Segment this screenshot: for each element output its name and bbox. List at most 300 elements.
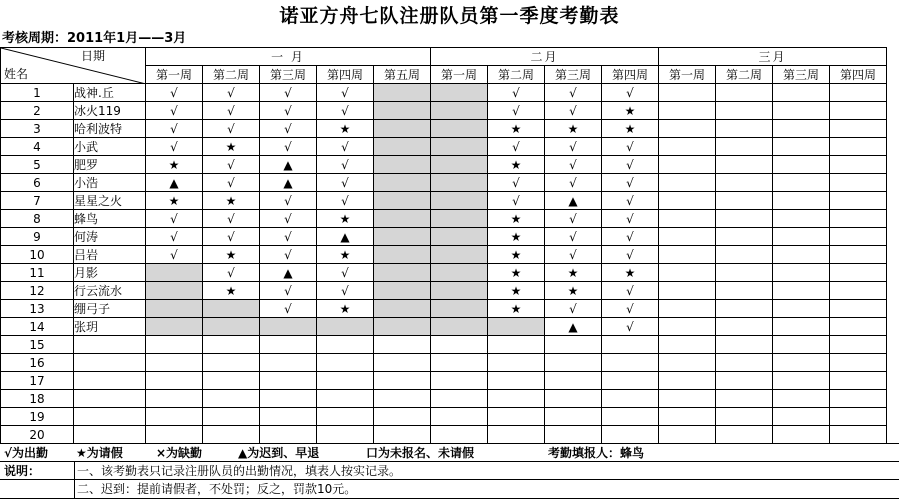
attendance-cell [716,336,773,354]
member-name: 哈利波特 [74,120,146,138]
attendance-cell [773,174,830,192]
attendance-cell: √ [260,120,317,138]
attendance-cell: √ [260,282,317,300]
attendance-cell [374,426,431,444]
attendance-cell [545,408,602,426]
attendance-cell [716,156,773,174]
attendance-cell [260,390,317,408]
member-name [74,354,146,372]
attendance-cell [830,138,887,156]
date-header-label: 日期 [80,49,105,63]
inactive-cell [431,174,488,192]
attendance-cell: √ [317,156,374,174]
attendance-cell: ▲ [317,228,374,246]
week-header-mar-3: 第三周 [773,66,830,84]
inactive-cell [431,84,488,102]
attendance-cell [659,156,716,174]
attendance-cell: √ [317,282,374,300]
attendance-cell [545,390,602,408]
attendance-cell [773,426,830,444]
table-row [1,408,887,426]
inactive-cell [374,318,431,336]
attendance-cell [146,408,203,426]
attendance-cell [659,246,716,264]
attendance-cell [488,426,545,444]
inactive-cell [374,246,431,264]
attendance-cell: ★ [317,246,374,264]
row-number: 18 [1,390,74,408]
attendance-cell [374,336,431,354]
table-row [1,102,887,120]
attendance-cell: √ [203,174,260,192]
table-row [1,300,887,318]
table-row [1,174,887,192]
attendance-cell: √ [317,102,374,120]
row-number: 8 [1,210,74,228]
attendance-cell [659,390,716,408]
attendance-cell [716,246,773,264]
attendance-cell [602,390,659,408]
attendance-cell: √ [146,210,203,228]
attendance-cell: √ [260,300,317,318]
attendance-cell: √ [203,102,260,120]
attendance-cell: √ [146,84,203,102]
attendance-cell [431,426,488,444]
attendance-cell [374,408,431,426]
attendance-cell: √ [146,246,203,264]
attendance-cell [659,138,716,156]
attendance-cell [203,372,260,390]
inactive-cell [374,102,431,120]
attendance-cell: ★ [317,120,374,138]
attendance-cell [602,426,659,444]
attendance-cell: √ [203,210,260,228]
attendance-cell: √ [545,300,602,318]
attendance-cell [773,282,830,300]
attendance-cell: √ [602,192,659,210]
attendance-cell: √ [317,138,374,156]
table-row [1,354,887,372]
inactive-cell [317,318,374,336]
attendance-cell: ★ [146,156,203,174]
attendance-cell: √ [545,228,602,246]
member-name: 小浩 [74,174,146,192]
row-number: 2 [1,102,74,120]
attendance-cell [317,408,374,426]
row-number: 17 [1,372,74,390]
attendance-cell: ★ [488,282,545,300]
attendance-cell [659,354,716,372]
attendance-cell: ★ [203,282,260,300]
attendance-cell: ★ [602,264,659,282]
attendance-cell: ★ [203,246,260,264]
inactive-cell [488,318,545,336]
row-number: 11 [1,264,74,282]
attendance-cell: √ [545,156,602,174]
inactive-cell [431,246,488,264]
inactive-cell [374,84,431,102]
row-number: 7 [1,192,74,210]
attendance-cell: ▲ [260,174,317,192]
attendance-cell [602,408,659,426]
attendance-cell: √ [317,264,374,282]
attendance-cell: ★ [146,192,203,210]
week-header-feb-3: 第三周 [545,66,602,84]
attendance-cell: √ [260,228,317,246]
attendance-cell [830,102,887,120]
name-header-label: 姓名 [4,67,29,81]
table-row [1,318,887,336]
attendance-cell [716,354,773,372]
attendance-cell: √ [602,174,659,192]
attendance-cell [773,138,830,156]
member-name: 吕岩 [74,246,146,264]
attendance-cell: √ [602,282,659,300]
attendance-cell [374,372,431,390]
header-corner [1,48,146,84]
attendance-cell [773,228,830,246]
inactive-cell [431,120,488,138]
table-row [1,426,887,444]
attendance-cell [716,174,773,192]
attendance-cell [659,102,716,120]
inactive-cell [431,318,488,336]
member-name: 战神.丘 [74,84,146,102]
inactive-cell [431,264,488,282]
attendance-cell [830,210,887,228]
attendance-cell [773,246,830,264]
attendance-cell [716,228,773,246]
attendance-cell: √ [545,210,602,228]
attendance-cell [716,390,773,408]
attendance-cell [146,354,203,372]
week-header-jan-3: 第三周 [260,66,317,84]
attendance-cell [659,174,716,192]
attendance-cell [317,354,374,372]
attendance-cell [830,84,887,102]
month-header-jan: 一 月 [146,48,431,66]
member-name [74,372,146,390]
attendance-cell [773,354,830,372]
row-number: 6 [1,174,74,192]
attendance-cell [659,408,716,426]
week-header-feb-1: 第一周 [431,66,488,84]
attendance-cell [602,372,659,390]
attendance-cell [830,174,887,192]
attendance-cell [659,300,716,318]
legend-reporter: 考勤填报人：蜂鸟 [548,446,645,460]
attendance-cell [488,390,545,408]
week-header-feb-4: 第四周 [602,66,659,84]
attendance-cell: ▲ [146,174,203,192]
legend-late: ▲为迟到、早退 [238,446,320,460]
inactive-cell [431,228,488,246]
attendance-cell: √ [602,300,659,318]
attendance-cell [260,426,317,444]
table-row [1,228,887,246]
attendance-cell: √ [146,120,203,138]
attendance-cell [374,354,431,372]
week-header-jan-5: 第五周 [374,66,431,84]
attendance-table [0,47,887,444]
review-period: 考核周期：2011年1月——3月 [2,31,187,46]
inactive-cell [374,300,431,318]
attendance-cell [488,336,545,354]
attendance-cell [773,84,830,102]
attendance-cell [830,390,887,408]
attendance-cell: √ [488,192,545,210]
attendance-cell: √ [488,138,545,156]
attendance-cell [716,192,773,210]
attendance-cell [716,84,773,102]
attendance-cell: ★ [488,300,545,318]
member-name: 绷弓子 [74,300,146,318]
table-row [1,84,887,102]
attendance-cell: ★ [488,156,545,174]
attendance-cell: √ [317,174,374,192]
legend-star: ★为请假 [76,446,123,460]
table-row [1,192,887,210]
attendance-cell: ▲ [545,192,602,210]
attendance-cell: √ [545,102,602,120]
member-name: 星星之火 [74,192,146,210]
attendance-cell [716,318,773,336]
attendance-cell [488,408,545,426]
inactive-cell [431,156,488,174]
attendance-cell: √ [203,228,260,246]
attendance-cell [431,408,488,426]
member-name: 冰火119 [74,102,146,120]
attendance-cell [716,426,773,444]
week-header-jan-1: 第一周 [146,66,203,84]
legend-check: √为出勤 [4,446,49,460]
table-row [1,336,887,354]
inactive-cell [146,282,203,300]
inactive-cell [203,318,260,336]
attendance-cell: √ [602,210,659,228]
attendance-cell [773,120,830,138]
attendance-cell: √ [488,102,545,120]
attendance-cell [773,210,830,228]
attendance-cell: ▲ [260,264,317,282]
legend-unregistered: 口为未报名、未请假 [366,446,475,460]
member-name [74,390,146,408]
legend-bar [0,443,899,462]
attendance-cell [773,336,830,354]
attendance-cell: √ [260,84,317,102]
attendance-cell [830,228,887,246]
row-number: 16 [1,354,74,372]
attendance-cell: √ [602,318,659,336]
member-name: 何涛 [74,228,146,246]
attendance-cell: ★ [545,120,602,138]
attendance-cell [773,372,830,390]
inactive-cell [374,192,431,210]
attendance-cell [488,354,545,372]
attendance-cell [659,84,716,102]
table-row [1,390,887,408]
attendance-cell [260,336,317,354]
attendance-cell [317,390,374,408]
row-number: 3 [1,120,74,138]
attendance-cell [773,318,830,336]
attendance-cell: √ [203,120,260,138]
attendance-cell: ★ [203,192,260,210]
attendance-cell [317,426,374,444]
attendance-cell: ★ [488,246,545,264]
inactive-cell [431,102,488,120]
attendance-cell [203,354,260,372]
attendance-cell: √ [260,102,317,120]
attendance-cell [830,336,887,354]
attendance-cell: √ [545,138,602,156]
attendance-cell [773,102,830,120]
inactive-cell [431,282,488,300]
member-name [74,426,146,444]
attendance-cell [146,372,203,390]
inactive-cell [431,300,488,318]
table-row [1,120,887,138]
attendance-cell [260,372,317,390]
row-number: 15 [1,336,74,354]
row-number: 5 [1,156,74,174]
inactive-cell [374,264,431,282]
table-row [1,138,887,156]
attendance-cell: ★ [488,228,545,246]
attendance-cell [431,390,488,408]
note-line-2: 二、迟到：提前请假者，不处罚；反之，罚款10元。 [74,480,356,498]
attendance-cell: √ [488,84,545,102]
month-header-feb: 二月 [431,48,659,66]
attendance-cell [830,246,887,264]
sheet-title: 诺亚方舟七队注册队员第一季度考勤表 [279,5,620,27]
attendance-cell: ★ [488,120,545,138]
attendance-cell: √ [203,264,260,282]
attendance-cell [431,336,488,354]
attendance-cell [203,426,260,444]
row-number: 10 [1,246,74,264]
attendance-cell [716,210,773,228]
attendance-cell: √ [545,246,602,264]
attendance-cell: √ [260,192,317,210]
attendance-cell [659,228,716,246]
inactive-cell [374,174,431,192]
attendance-cell: √ [488,174,545,192]
attendance-cell: √ [203,156,260,174]
attendance-cell [545,372,602,390]
attendance-cell [203,336,260,354]
attendance-cell [773,408,830,426]
table-row [1,210,887,228]
attendance-cell [260,408,317,426]
member-name: 小武 [74,138,146,156]
attendance-cell: √ [317,192,374,210]
attendance-cell: ★ [317,210,374,228]
attendance-cell [716,138,773,156]
week-header-feb-2: 第二周 [488,66,545,84]
attendance-cell [260,354,317,372]
member-name: 蜂鸟 [74,210,146,228]
inactive-cell [146,318,203,336]
attendance-cell: ★ [602,120,659,138]
attendance-cell [716,282,773,300]
table-row [1,246,887,264]
attendance-cell: ★ [317,300,374,318]
attendance-cell: √ [260,246,317,264]
attendance-cell [830,408,887,426]
inactive-cell [374,282,431,300]
notes-label: 说明： [4,464,41,478]
table-row [1,156,887,174]
attendance-cell [545,426,602,444]
attendance-cell: ▲ [545,318,602,336]
member-name: 行云流水 [74,282,146,300]
attendance-cell [602,354,659,372]
attendance-cell: √ [146,228,203,246]
attendance-cell [659,264,716,282]
member-name [74,336,146,354]
week-header-mar-1: 第一周 [659,66,716,84]
week-header-mar-4: 第四周 [830,66,887,84]
inactive-cell [146,264,203,282]
row-number: 1 [1,84,74,102]
week-header-jan-4: 第四周 [317,66,374,84]
inactive-cell [431,192,488,210]
attendance-cell [317,372,374,390]
attendance-cell [830,156,887,174]
attendance-cell [545,354,602,372]
attendance-cell [830,192,887,210]
attendance-cell [602,336,659,354]
attendance-cell [659,426,716,444]
inactive-cell [374,156,431,174]
attendance-cell [773,156,830,174]
row-number: 20 [1,426,74,444]
attendance-cell [659,372,716,390]
attendance-cell [773,192,830,210]
member-name: 张玥 [74,318,146,336]
legend-cross: ×为缺勤 [156,446,203,460]
attendance-cell: √ [146,102,203,120]
attendance-cell [716,372,773,390]
inactive-cell [374,120,431,138]
attendance-cell [716,408,773,426]
attendance-cell [716,102,773,120]
attendance-cell [659,210,716,228]
attendance-cell [830,282,887,300]
notes-section [0,461,899,498]
row-number: 4 [1,138,74,156]
attendance-cell [659,336,716,354]
row-number: 13 [1,300,74,318]
inactive-cell [260,318,317,336]
attendance-cell: ★ [203,138,260,156]
attendance-cell [659,318,716,336]
attendance-cell [146,390,203,408]
attendance-cell: ★ [488,210,545,228]
attendance-cell: √ [602,246,659,264]
attendance-cell: √ [602,138,659,156]
inactive-cell [431,210,488,228]
week-header-jan-2: 第二周 [203,66,260,84]
attendance-cell [203,390,260,408]
attendance-cell: √ [317,84,374,102]
attendance-cell [773,264,830,282]
attendance-cell: √ [602,84,659,102]
attendance-cell [830,264,887,282]
attendance-cell [716,264,773,282]
attendance-cell: √ [602,156,659,174]
